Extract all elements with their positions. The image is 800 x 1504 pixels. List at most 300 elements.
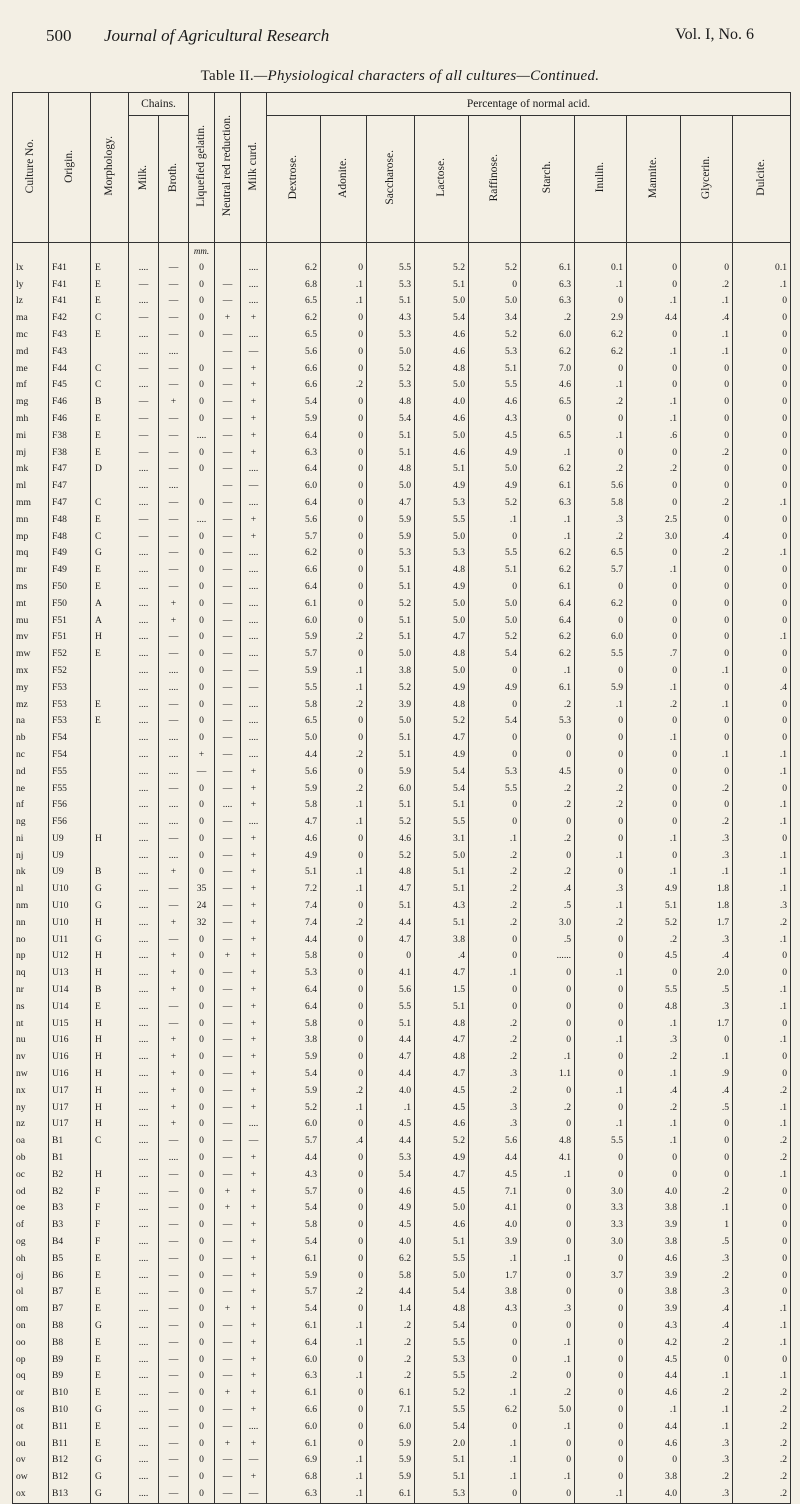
table-row [13, 310, 791, 327]
cell-milk-curd: + [241, 1016, 267, 1033]
cell-culture-no: ny [13, 1100, 49, 1117]
cell-broth-chains: — [159, 831, 189, 848]
cell-lactose: 4.8 [415, 697, 469, 714]
cell-glycerin: .3 [681, 1436, 733, 1453]
cell-broth-chains: + [159, 1100, 189, 1117]
cell-liquefied-gelatin: 0 [189, 965, 215, 982]
cell-mannite: 4.0 [627, 1184, 681, 1201]
cell-milk-chains: .... [129, 1352, 159, 1369]
cell-morphology: G [91, 932, 129, 949]
cell-mannite: 3.9 [627, 1301, 681, 1318]
cell-glycerin: 0 [681, 680, 733, 697]
cell-broth-chains: .... [159, 814, 189, 831]
cell-broth-chains: — [159, 697, 189, 714]
cell-morphology: H [91, 1016, 129, 1033]
cell-origin: U11 [49, 932, 91, 949]
cell-morphology: C [91, 310, 129, 327]
cell-mannite: .3 [627, 1032, 681, 1049]
cell-glycerin: 0 [681, 613, 733, 630]
cell-saccharose: 4.4 [367, 915, 415, 932]
cell-starch: ...... [521, 948, 575, 965]
cell-saccharose: 4.7 [367, 495, 415, 512]
cell-culture-no: mn [13, 512, 49, 529]
cell-morphology: G [91, 1452, 129, 1469]
table-row [13, 881, 791, 898]
col-liquefied-gelatin: Liquefied gelatin. [189, 93, 215, 243]
cell-dextrose: 6.4 [267, 428, 321, 445]
cell-dulcite: .2 [733, 1402, 791, 1419]
cell-culture-no: nv [13, 1049, 49, 1066]
cell-lactose: 5.5 [415, 512, 469, 529]
cell-glycerin: .5 [681, 1100, 733, 1117]
col-inulin: Inulin. [575, 116, 627, 243]
cell-milk-curd: — [241, 680, 267, 697]
cell-adonite: 0 [321, 394, 367, 411]
cell-milk-chains: .... [129, 1284, 159, 1301]
cell-dulcite: 0 [733, 1066, 791, 1083]
cell-glycerin: .2 [681, 277, 733, 294]
cell-adonite: .1 [321, 277, 367, 294]
cell-mannite: 0 [627, 747, 681, 764]
cell-lactose: 5.5 [415, 1335, 469, 1352]
cell-milk-curd: + [241, 932, 267, 949]
cell-milk-chains: .... [129, 344, 159, 361]
cell-origin: B12 [49, 1469, 91, 1486]
cell-inulin: 0 [575, 1066, 627, 1083]
cell-morphology: H [91, 1049, 129, 1066]
cell-dulcite: 0 [733, 1200, 791, 1217]
cell-dextrose: 5.4 [267, 1066, 321, 1083]
cell-morphology: E [91, 293, 129, 310]
cell-morphology: E [91, 1268, 129, 1285]
cell-mannite: 0 [627, 327, 681, 344]
cell-liquefied-gelatin: 32 [189, 915, 215, 932]
cell-saccharose: 4.8 [367, 461, 415, 478]
cell-dextrose: 5.7 [267, 1184, 321, 1201]
cell-mannite: 3.8 [627, 1284, 681, 1301]
cell-culture-no: oc [13, 1167, 49, 1184]
cell-glycerin: .1 [681, 864, 733, 881]
cell-raffinose: 5.1 [469, 562, 521, 579]
cell-inulin: 3.0 [575, 1184, 627, 1201]
cell-milk-curd: .... [241, 814, 267, 831]
cell-dextrose: 4.9 [267, 848, 321, 865]
cell-glycerin: .1 [681, 1049, 733, 1066]
cell-milk-chains: .... [129, 697, 159, 714]
cell-origin: B11 [49, 1436, 91, 1453]
cell-glycerin: 0 [681, 1352, 733, 1369]
cell-dulcite: .1 [733, 848, 791, 865]
cell-dextrose: 5.7 [267, 646, 321, 663]
cell-neutral-red: — [215, 831, 241, 848]
cell-glycerin: .1 [681, 1402, 733, 1419]
cell-inulin: 3.0 [575, 1234, 627, 1251]
cell-milk-chains: .... [129, 596, 159, 613]
cell-neutral-red: — [215, 1016, 241, 1033]
cell-saccharose: 4.7 [367, 1049, 415, 1066]
cell-dextrose: 6.0 [267, 1116, 321, 1133]
table-row [13, 1184, 791, 1201]
cell-raffinose: .3 [469, 1116, 521, 1133]
cell-starch: 6.2 [521, 344, 575, 361]
cell-milk-curd: .... [241, 260, 267, 277]
cell-culture-no: mx [13, 663, 49, 680]
cell-adonite: 0 [321, 999, 367, 1016]
cell-morphology: H [91, 965, 129, 982]
cell-origin: U9 [49, 848, 91, 865]
cell-dextrose: 4.4 [267, 747, 321, 764]
cell-mannite: 0 [627, 545, 681, 562]
cell-adonite: 0 [321, 831, 367, 848]
cell-milk-curd: + [241, 394, 267, 411]
cell-raffinose: .1 [469, 1385, 521, 1402]
cell-raffinose: 4.0 [469, 1217, 521, 1234]
cell-dulcite: 0.1 [733, 260, 791, 277]
cell-morphology: C [91, 1133, 129, 1150]
cell-liquefied-gelatin: 0 [189, 663, 215, 680]
cell-milk-chains: .... [129, 1486, 159, 1503]
cell-dextrose: 5.9 [267, 1083, 321, 1100]
cell-dulcite: 0 [733, 1234, 791, 1251]
cell-broth-chains: .... [159, 680, 189, 697]
cell-milk-chains: .... [129, 1301, 159, 1318]
cell-inulin: .3 [575, 881, 627, 898]
cell-inulin: 0 [575, 411, 627, 428]
cell-glycerin: 1.8 [681, 898, 733, 915]
cell-liquefied-gelatin: 0 [189, 848, 215, 865]
cell-mannite: 0 [627, 814, 681, 831]
table-row [13, 898, 791, 915]
cell-milk-curd: + [241, 1268, 267, 1285]
cell-dulcite: .1 [733, 1100, 791, 1117]
cell-milk-curd: — [241, 1133, 267, 1150]
unit-row [13, 243, 791, 260]
cell-starch: .2 [521, 781, 575, 798]
cell-raffinose: 5.2 [469, 495, 521, 512]
cell-saccharose: 3.8 [367, 663, 415, 680]
cell-dextrose: 4.4 [267, 932, 321, 949]
cell-inulin: 0 [575, 982, 627, 999]
cell-lactose: 4.8 [415, 1301, 469, 1318]
cell-raffinose: .2 [469, 898, 521, 915]
cell-culture-no: op [13, 1352, 49, 1369]
cell-milk-curd: .... [241, 713, 267, 730]
cell-lactose: 5.2 [415, 260, 469, 277]
cell-raffinose: 0 [469, 1335, 521, 1352]
cell-milk-curd: + [241, 1436, 267, 1453]
cell-neutral-red: — [215, 781, 241, 798]
cell-mannite: 0 [627, 781, 681, 798]
cell-starch: .1 [521, 445, 575, 462]
table-row [13, 1066, 791, 1083]
cell-lactose: 4.9 [415, 680, 469, 697]
cell-lactose: 5.0 [415, 613, 469, 630]
cell-mannite: .1 [627, 394, 681, 411]
cell-neutral-red: — [215, 1251, 241, 1268]
cell-origin: B1 [49, 1133, 91, 1150]
cell-neutral-red: — [215, 1066, 241, 1083]
cell-mannite: 0 [627, 277, 681, 294]
cell-morphology [91, 680, 129, 697]
cell-origin: F47 [49, 461, 91, 478]
cell-milk-curd: .... [241, 613, 267, 630]
cell-neutral-red: — [215, 1452, 241, 1469]
table-row [13, 1049, 791, 1066]
cell-milk-curd: + [241, 948, 267, 965]
cell-morphology: G [91, 545, 129, 562]
cell-culture-no: mt [13, 596, 49, 613]
cell-dulcite: 0 [733, 663, 791, 680]
cell-lactose: 4.7 [415, 1167, 469, 1184]
cell-dextrose: 6.6 [267, 562, 321, 579]
cell-culture-no: lx [13, 260, 49, 277]
cell-adonite: 0 [321, 1268, 367, 1285]
cell-adonite: 0 [321, 1032, 367, 1049]
cell-lactose: 4.6 [415, 327, 469, 344]
cell-adonite: 0 [321, 1436, 367, 1453]
cell-morphology: G [91, 881, 129, 898]
cell-glycerin: 0 [681, 562, 733, 579]
cell-dulcite: .1 [733, 932, 791, 949]
cell-raffinose: 4.3 [469, 411, 521, 428]
cell-culture-no: or [13, 1385, 49, 1402]
cell-morphology: H [91, 831, 129, 848]
cell-starch: .1 [521, 512, 575, 529]
cell-inulin: 0 [575, 831, 627, 848]
cell-milk-curd: .... [241, 545, 267, 562]
cell-dulcite: 0 [733, 1251, 791, 1268]
cell-raffinose: 0 [469, 948, 521, 965]
cell-origin: B13 [49, 1486, 91, 1503]
cell-liquefied-gelatin: 0 [189, 327, 215, 344]
cell-neutral-red: — [215, 1486, 241, 1503]
cell-lactose: 4.8 [415, 646, 469, 663]
cell-liquefied-gelatin: 0 [189, 781, 215, 798]
cell-neutral-red: + [215, 1301, 241, 1318]
cell-morphology [91, 478, 129, 495]
cell-morphology: C [91, 377, 129, 394]
cell-glycerin: 0 [681, 1032, 733, 1049]
cell-starch: 5.3 [521, 713, 575, 730]
cell-starch: 6.1 [521, 478, 575, 495]
cell-inulin: .1 [575, 277, 627, 294]
cell-milk-chains: .... [129, 898, 159, 915]
cell-dulcite: .1 [733, 881, 791, 898]
cell-liquefied-gelatin: 0 [189, 646, 215, 663]
cell-milk-chains: — [129, 310, 159, 327]
cell-dextrose: 6.4 [267, 999, 321, 1016]
cell-saccharose: .1 [367, 1100, 415, 1117]
cell-starch: .1 [521, 1335, 575, 1352]
cell-saccharose: 6.2 [367, 1251, 415, 1268]
cell-raffinose: .2 [469, 1049, 521, 1066]
table-row [13, 529, 791, 546]
cell-dextrose: 6.4 [267, 495, 321, 512]
cell-glycerin: 0 [681, 361, 733, 378]
cell-mannite: 3.8 [627, 1200, 681, 1217]
cell-morphology: F [91, 1200, 129, 1217]
page-header [46, 26, 754, 56]
cell-milk-curd: + [241, 982, 267, 999]
cell-starch: 6.2 [521, 646, 575, 663]
table-row [13, 814, 791, 831]
cell-liquefied-gelatin: 0 [189, 1032, 215, 1049]
cell-milk-chains: .... [129, 1436, 159, 1453]
cell-mannite: .1 [627, 344, 681, 361]
cell-milk-curd: .... [241, 562, 267, 579]
cell-starch: 0 [521, 982, 575, 999]
cell-milk-chains: — [129, 529, 159, 546]
cell-lactose: 5.0 [415, 293, 469, 310]
cell-inulin: .1 [575, 1116, 627, 1133]
col-neutral-red: Neutral red reduction. [215, 93, 241, 243]
cell-adonite: 0 [321, 1385, 367, 1402]
cell-culture-no: nz [13, 1116, 49, 1133]
cell-origin: F47 [49, 478, 91, 495]
table-row [13, 545, 791, 562]
cell-glycerin: .1 [681, 747, 733, 764]
cell-liquefied-gelatin: 0 [189, 1402, 215, 1419]
cell-dextrose: 5.0 [267, 730, 321, 747]
cell-lactose: 5.4 [415, 310, 469, 327]
cell-morphology [91, 814, 129, 831]
cell-milk-curd: + [241, 1049, 267, 1066]
cell-raffinose: .2 [469, 1083, 521, 1100]
cell-inulin: 0 [575, 1335, 627, 1352]
cell-dulcite: .2 [733, 1150, 791, 1167]
cell-liquefied-gelatin: — [189, 764, 215, 781]
cell-mannite: 3.8 [627, 1234, 681, 1251]
cell-broth-chains: — [159, 1167, 189, 1184]
cell-adonite: 0 [321, 344, 367, 361]
cell-morphology: H [91, 948, 129, 965]
cell-morphology: E [91, 1436, 129, 1453]
cell-inulin: .1 [575, 1083, 627, 1100]
cell-origin: F48 [49, 529, 91, 546]
cell-raffinose: .1 [469, 1469, 521, 1486]
cell-broth-chains: — [159, 1301, 189, 1318]
cell-lactose: 4.9 [415, 478, 469, 495]
cell-saccharose: 5.3 [367, 277, 415, 294]
cell-raffinose: 4.9 [469, 445, 521, 462]
cell-dextrose: 5.4 [267, 394, 321, 411]
cell-origin: B5 [49, 1251, 91, 1268]
cell-raffinose: 0 [469, 1486, 521, 1503]
cell-origin: B8 [49, 1318, 91, 1335]
cell-dulcite: .1 [733, 629, 791, 646]
cell-starch: 7.0 [521, 361, 575, 378]
cell-origin: F41 [49, 277, 91, 294]
cell-culture-no: md [13, 344, 49, 361]
cell-origin: F50 [49, 579, 91, 596]
cell-glycerin: 0 [681, 730, 733, 747]
table-title: —Physiological characters of all cultures—Continued. [253, 68, 600, 84]
cell-raffinose: .1 [469, 1251, 521, 1268]
table-row [13, 764, 791, 781]
cell-adonite: 0 [321, 579, 367, 596]
cell-saccharose: 5.5 [367, 999, 415, 1016]
cell-morphology: F [91, 1234, 129, 1251]
cell-culture-no: mq [13, 545, 49, 562]
cell-broth-chains: — [159, 1318, 189, 1335]
cell-adonite: 0 [321, 596, 367, 613]
cell-liquefied-gelatin: 0 [189, 1251, 215, 1268]
cell-glycerin: .2 [681, 1469, 733, 1486]
cell-dulcite: .2 [733, 1083, 791, 1100]
cell-milk-curd: + [241, 445, 267, 462]
cell-culture-no: mp [13, 529, 49, 546]
cell-neutral-red: — [215, 327, 241, 344]
cell-neutral-red: — [215, 864, 241, 881]
cell-adonite: 0 [321, 512, 367, 529]
cell-dulcite: .2 [733, 1436, 791, 1453]
cell-dextrose: 5.8 [267, 797, 321, 814]
cell-mannite: .2 [627, 1100, 681, 1117]
cell-morphology: E [91, 579, 129, 596]
cell-saccharose: .2 [367, 1318, 415, 1335]
cell-broth-chains: + [159, 1049, 189, 1066]
cell-lactose: 5.1 [415, 881, 469, 898]
cell-culture-no: mf [13, 377, 49, 394]
cell-starch: .2 [521, 697, 575, 714]
cell-saccharose: 1.4 [367, 1301, 415, 1318]
cell-milk-chains: .... [129, 864, 159, 881]
cell-milk-chains: .... [129, 764, 159, 781]
cell-lactose: 4.7 [415, 730, 469, 747]
cell-glycerin: 0 [681, 764, 733, 781]
cell-mannite: 4.4 [627, 1419, 681, 1436]
cell-culture-no: mg [13, 394, 49, 411]
cell-inulin: 0 [575, 1385, 627, 1402]
cell-liquefied-gelatin: 0 [189, 864, 215, 881]
cell-milk-curd: + [241, 512, 267, 529]
cell-lactose: 4.6 [415, 411, 469, 428]
cell-raffinose: 5.5 [469, 545, 521, 562]
cell-starch: 0 [521, 1032, 575, 1049]
table-row [13, 999, 791, 1016]
cell-dulcite: .1 [733, 764, 791, 781]
cell-adonite: 0 [321, 260, 367, 277]
cell-mannite: 4.3 [627, 1318, 681, 1335]
cell-culture-no: nl [13, 881, 49, 898]
cell-broth-chains: .... [159, 747, 189, 764]
cell-liquefied-gelatin: .... [189, 512, 215, 529]
cell-mannite: 3.8 [627, 1469, 681, 1486]
cell-morphology: C [91, 495, 129, 512]
cell-milk-chains: — [129, 277, 159, 294]
cell-liquefied-gelatin: 0 [189, 814, 215, 831]
cell-dulcite: .1 [733, 1318, 791, 1335]
cell-morphology: E [91, 428, 129, 445]
cell-origin: U10 [49, 915, 91, 932]
cell-neutral-red: — [215, 1032, 241, 1049]
cell-morphology: H [91, 1083, 129, 1100]
cell-liquefied-gelatin: 0 [189, 1184, 215, 1201]
cell-origin: U17 [49, 1100, 91, 1117]
cell-dextrose: 6.6 [267, 1402, 321, 1419]
cell-inulin: 5.9 [575, 680, 627, 697]
cell-origin: F51 [49, 629, 91, 646]
cell-neutral-red: — [215, 1167, 241, 1184]
cell-broth-chains: — [159, 1436, 189, 1453]
cell-raffinose: .3 [469, 1066, 521, 1083]
cell-raffinose: 0 [469, 1318, 521, 1335]
cell-raffinose: 0 [469, 1419, 521, 1436]
cell-saccharose: 5.1 [367, 562, 415, 579]
cell-milk-chains: — [129, 361, 159, 378]
cell-raffinose: 5.1 [469, 361, 521, 378]
cell-neutral-red: — [215, 1335, 241, 1352]
